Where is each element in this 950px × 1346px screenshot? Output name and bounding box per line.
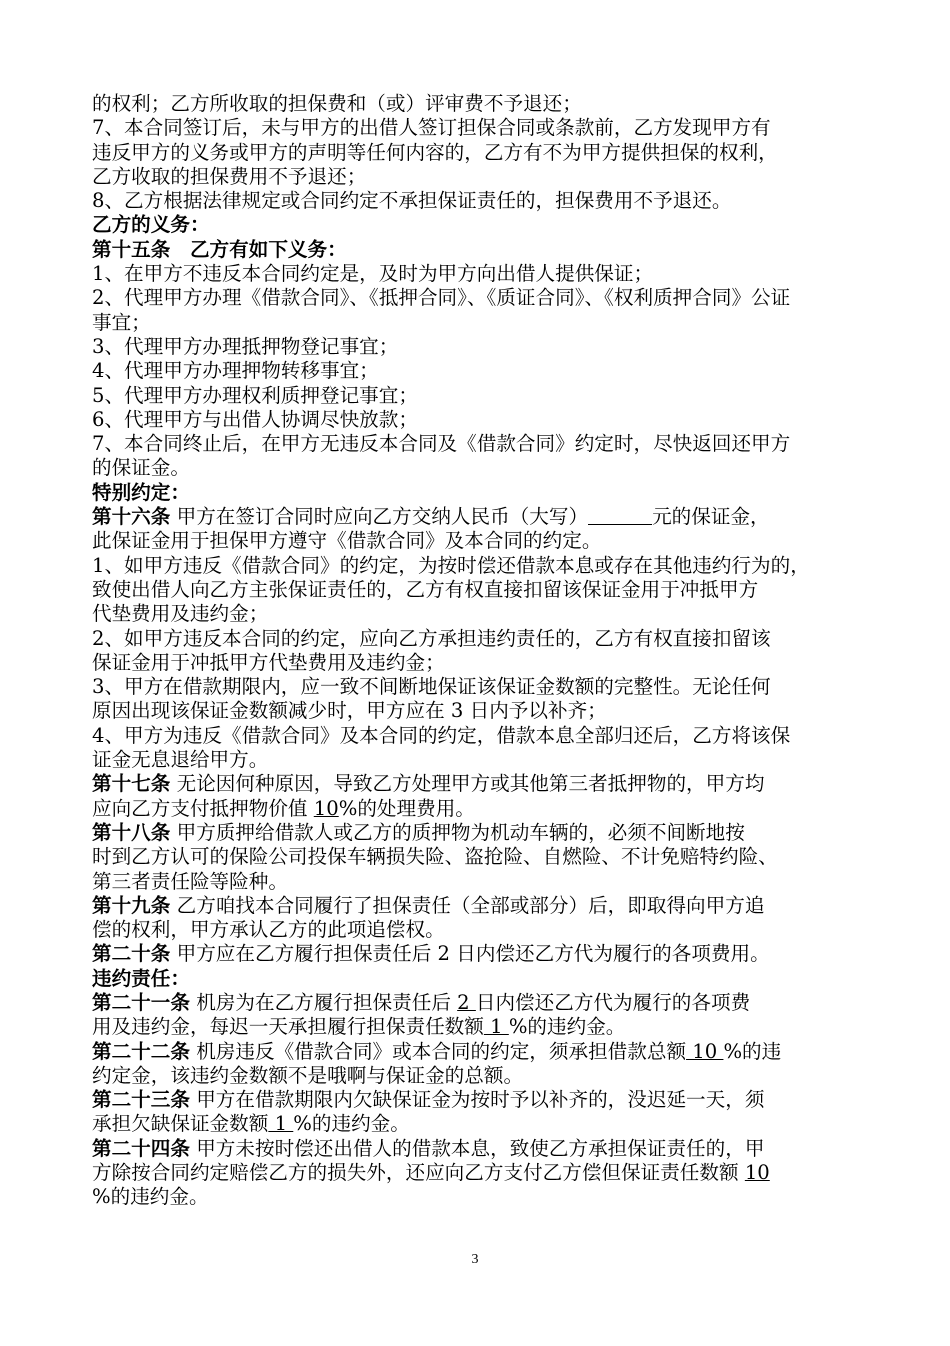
text-line: [92, 286, 870, 310]
line-text: 机房违反《借款合同》或本合同的约定，须承担借款总额: [189, 1039, 687, 1063]
underlined-value: 2: [457, 990, 476, 1014]
text-line: [92, 1040, 870, 1064]
line-text: 乙方收取的担保费用不予退还；: [92, 164, 367, 188]
line-text: 4、甲方为违反《借款合同》及本合同的约定，借款本息全部归还后，乙方将该保: [92, 723, 791, 747]
text-line: [92, 602, 870, 626]
line-text: 保证金用于冲抵甲方代垫费用及违约金；: [92, 650, 445, 674]
line-text: 1、在甲方不违反本合同约定是，及时为甲方向出借人提供保证；: [92, 262, 654, 286]
text-line: [92, 116, 870, 140]
line-text: 2、如甲方违反本合同的约定，应向乙方承担违约责任的，乙方有权直接扣留该: [92, 626, 771, 650]
text-line: [92, 1185, 870, 1209]
line-text: 无论因何种原因，导致乙方处理甲方或其他第三者抵押物的，甲方均: [170, 772, 765, 796]
text-line: [92, 262, 870, 286]
line-text: 1、如甲方违反《借款合同》的约定，为按时偿还借款本息或存在其他违约行为的，: [92, 553, 810, 577]
text-line: [92, 189, 870, 213]
text-line: [92, 141, 870, 165]
line-text: 特别约定：: [92, 480, 190, 504]
text-line: [92, 1015, 870, 1039]
text-line: [92, 651, 870, 675]
article-heading: 第十九条: [92, 893, 171, 917]
text-line: [92, 675, 870, 699]
line-text-tail: %的违约金。: [508, 1015, 626, 1039]
line-text: 此保证金用于担保甲方遵守《借款合同》及本合同的约定。: [92, 529, 602, 553]
line-text-tail: %的违: [723, 1039, 782, 1063]
article-heading: 第二十四条: [92, 1136, 190, 1160]
line-text: 违约责任：: [92, 966, 190, 990]
text-line: [92, 894, 870, 918]
text-line: [92, 213, 870, 237]
underlined-value: 10: [313, 796, 339, 820]
line-text: 甲方在签订合同时应向乙方交纳人民币（大写）: [170, 505, 589, 529]
underlined-value: 1: [268, 1112, 294, 1136]
line-text: 事宜；: [92, 310, 151, 334]
text-line: [92, 772, 870, 796]
text-line: [92, 1137, 870, 1161]
text-line: [92, 384, 870, 408]
text-line: [92, 554, 870, 578]
line-text: 8、乙方根据法律规定或合同约定不承担保证责任的，担保费用不予退还。: [92, 189, 732, 213]
line-text: 方除按合同约定赔偿乙方的损失外，还应向乙方支付乙方偿但保证责任数额: [92, 1161, 745, 1185]
text-line: [92, 821, 870, 845]
text-line: [92, 359, 870, 383]
line-text: 甲方质押给借款人或乙方的质押物为机动车辆的，必须不间断地按: [170, 820, 745, 844]
underlined-value: 1: [483, 1015, 509, 1039]
line-text: 甲方应在乙方履行担保责任后 2 日内偿还乙方代为履行的各项费用。: [170, 942, 770, 966]
article-heading: 第十六条: [92, 505, 171, 529]
line-text: 第十五条 乙方有如下义务：: [92, 237, 347, 261]
text-line: [92, 797, 870, 821]
text-line: [92, 92, 870, 116]
text-line: [92, 748, 870, 772]
text-line: [92, 967, 870, 991]
line-text: 3、甲方在借款期限内，应一致不间断地保证该保证金数额的完整性。无论任何: [92, 675, 771, 699]
text-line: [92, 870, 870, 894]
amount-blank-field: [588, 506, 652, 525]
line-text: 2、代理甲方办理《借款合同》、《抵押合同》、《质证合同》、《权利质押合同》公证: [92, 286, 791, 310]
text-line: [92, 942, 870, 966]
line-text: 机房为在乙方履行担保责任后: [189, 990, 458, 1014]
text-line: [92, 165, 870, 189]
line-text: 5、代理甲方办理权利质押登记事宜；: [92, 383, 418, 407]
text-line: [92, 408, 870, 432]
text-line: [92, 1112, 870, 1136]
line-text-tail: 元的保证金，: [652, 505, 770, 529]
document-body: [92, 92, 870, 1210]
line-text: 代垫费用及违约金；: [92, 602, 269, 626]
text-line: [92, 1088, 870, 1112]
text-line: [92, 456, 870, 480]
line-text: 乙方的义务：: [92, 213, 210, 237]
line-text: 4、代理甲方办理押物转移事宜；: [92, 359, 379, 383]
article-heading: 第二十条: [92, 942, 171, 966]
line-text: 承担欠缺保证金数额: [92, 1112, 269, 1136]
line-text: 时到乙方认可的保险公司投保车辆损失险、盗抢险、自燃险、不计免赔特约险、: [92, 845, 778, 869]
article-heading: 第二十一条: [92, 990, 190, 1014]
article-heading: 第二十二条: [92, 1039, 190, 1063]
line-text: 用及违约金，每迟一天承担履行担保责任数额: [92, 1015, 484, 1039]
text-line: [92, 505, 870, 529]
text-line: [92, 627, 870, 651]
text-line: [92, 335, 870, 359]
text-line: [92, 991, 870, 1015]
line-text: 约定金，该违约金数额不是哦啊与保证金的总额。: [92, 1063, 524, 1087]
text-line: [92, 1064, 870, 1088]
underlined-value: 10: [686, 1039, 724, 1063]
line-text-tail: %的处理费用。: [338, 796, 475, 820]
text-line: [92, 432, 870, 456]
line-text: 的权利；乙方所收取的担保费和（或）评审费不予退还；: [92, 92, 582, 115]
line-text: 乙方咱找本合同履行了担保责任（全部或部分）后，即取得向甲方追: [170, 893, 765, 917]
text-line: [92, 529, 870, 553]
line-text: 7、本合同终止后，在甲方无违反本合同及《借款合同》约定时，尽快返回还甲方: [92, 432, 791, 456]
line-text: 7、本合同签订后，未与甲方的出借人签订担保合同或条款前，乙方发现甲方有: [92, 116, 771, 140]
text-line: [92, 845, 870, 869]
line-text: 致使出借人向乙方主张保证责任的，乙方有权直接扣留该保证金用于冲抵甲方: [92, 577, 759, 601]
line-text-tail: %的违约金。: [293, 1112, 410, 1136]
text-line: [92, 1161, 870, 1185]
line-text: 甲方在借款期限内欠缺保证金为按时予以补齐的，没迟延一天，须: [189, 1088, 765, 1112]
text-line: [92, 481, 870, 505]
text-line: [92, 699, 870, 723]
line-text-tail: 日内偿还乙方代为履行的各项费: [475, 990, 751, 1014]
article-heading: 第二十三条: [92, 1088, 190, 1112]
line-text: 偿的权利，甲方承认乙方的此项追偿权。: [92, 918, 445, 942]
underlined-value: 10: [744, 1161, 770, 1185]
line-text: 原因出现该保证金数额减少时，甲方应在 3 日内予以补齐；: [92, 699, 607, 723]
text-line: [92, 238, 870, 262]
line-text: 违反甲方的义务或甲方的声明等任何内容的，乙方有不为甲方提供担保的权利，: [92, 140, 778, 164]
line-text: 甲方未按时偿还出借人的借款本息，致使乙方承担保证责任的，甲: [189, 1136, 765, 1160]
text-line: [92, 311, 870, 335]
text-line: [92, 578, 870, 602]
line-text: 6、代理甲方与出借人协调尽快放款；: [92, 407, 418, 431]
line-text: 第三者责任险等险种。: [92, 869, 288, 893]
article-heading: 第十八条: [92, 820, 171, 844]
line-text: 3、代理甲方办理抵押物登记事宜；: [92, 334, 399, 358]
page-number: 3: [471, 1252, 479, 1267]
text-line: [92, 918, 870, 942]
line-text: 应向乙方支付抵押物价值: [92, 796, 314, 820]
line-text: 的保证金。: [92, 456, 190, 480]
article-heading: 第十七条: [92, 772, 171, 796]
line-text: 证金无息退给甲方。: [92, 748, 269, 772]
text-line: [92, 724, 870, 748]
line-text: %的违约金。: [92, 1185, 209, 1209]
